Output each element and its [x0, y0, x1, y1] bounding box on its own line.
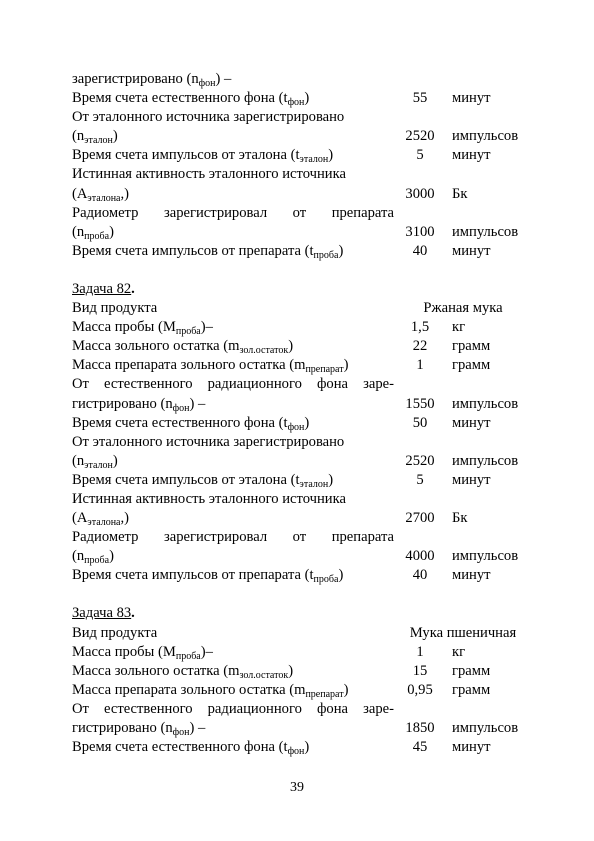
etalon-time-row: Время счета импульсов от эталона $(t_{эталон})$ 5 минут: [72, 146, 532, 165]
activity-value: 3000: [405, 185, 435, 202]
etalon-count-unit: импульсов: [452, 128, 519, 145]
task-83-bg-time-row: Время счета естественного фона $(t_{фон})$ 45 минут: [72, 739, 491, 758]
sample-count-value: 3100: [405, 223, 435, 240]
radiometer-line: Радиометр зарегистрировал от препарата: [72, 204, 394, 221]
bg-time-unit: минут: [452, 90, 491, 107]
activity-line: Истинная активность эталонного источника: [72, 166, 346, 183]
task-83-bg-line: От естественного радиационного фона заре-: [72, 700, 394, 717]
task-82-etalon-row: $(n_{эталон})$ 2520 импульсов: [72, 452, 519, 471]
activity-unit: Бк: [452, 185, 468, 202]
sample-time-row: Время счета импульсов от препарата $(t_{проба})$ 40 минут: [72, 242, 532, 261]
sample-time-unit: минут: [452, 242, 491, 259]
task-83-product: Мука пшеничная: [409, 624, 517, 641]
task-82-bg-time-row: Время счета естественного фона $(t_{фон})$ 50 минут: [72, 414, 491, 433]
bg-time-value: 55: [412, 90, 428, 107]
task-82-radiometer-line: Радиометр зарегистрировал от препарата: [72, 529, 394, 546]
task-83-ash-row: Масса зольного остатка $(m_{зол.остаток})$ 15 грамм: [72, 662, 491, 681]
task-82-activity-line: Истинная активность эталонного источника: [72, 490, 346, 507]
task-82-mass-row: Масса пробы $(M_{проба})-$ 1,5 кг: [72, 319, 466, 338]
task-82-ash-row: Масса зольного остатка $(m_{зол.остаток})$ 22 грамм: [72, 338, 491, 357]
task-83-heading: Задача 83 .: [72, 605, 135, 622]
task-83-mass-row: Масса пробы $(M_{проба})-$ 1 кг: [72, 643, 466, 662]
task-82-etalon-line: От эталонного источника зарегистрировано: [72, 433, 345, 450]
task-83-prep-row: Масса препарата зольного остатка $(m_{препарат})$ 0,95 грамм: [72, 681, 491, 700]
task-82-prep-row: Масса препарата зольного остатка $(m_{препарат})$ 1 грамм: [72, 357, 491, 376]
task-82-product: Ржаная мука: [423, 300, 503, 317]
etalon-count-row: $(n_{эталон})$ 2520 импульсов: [72, 127, 532, 146]
sample-count-row: $(n_{проба})$ 3100 импульсов: [72, 223, 532, 242]
task-82-product-row: Вид продукта Ржаная мука: [72, 299, 532, 318]
page-number: 39: [290, 780, 304, 795]
task-82-sample-time-row: Время счета импульсов от препарата $(t_{проба})$ 40 минут: [72, 567, 491, 586]
activity-row: $(A_{эталона},)$ 3000 Бк: [72, 185, 532, 204]
task-82-bg-row: гистрировано $(n_{фон})$ – 1550 импульсов: [72, 395, 519, 414]
etalon-time-unit: минут: [452, 147, 491, 164]
bg-registered-line: зарегистрировано $(n_{фон})$ –: [72, 71, 232, 89]
task-83-product-row: Вид продукта Мука пшеничная: [72, 624, 532, 643]
task-83-bg-row: гистрировано $(n_{фон})$ – 1850 импульсов: [72, 720, 519, 738]
task-82-etalon-time-row: Время счета импульсов от эталона $(t_{эталон})$ 5 минут: [72, 471, 491, 490]
task-82-bg-line: От естественного радиационного фона заре-: [72, 376, 394, 393]
etalon-count-value: 2520: [405, 128, 435, 145]
task-82-sample-row: $(n_{проба})$ 4000 импульсов: [72, 548, 519, 567]
task-82-heading: Задача 82 .: [72, 280, 135, 297]
bg-time-row: Время счета естественного фона $(t_{фон})$ 55 минут: [72, 89, 532, 108]
page-content: [72, 70, 532, 757]
sample-count-unit: импульсов: [452, 223, 519, 240]
task-82-activity-row: $(A_{эталона},)$ 2700 Бк: [72, 510, 468, 529]
etalon-registered-line: От эталонного источника зарегистрировано: [72, 109, 345, 126]
sample-time-value: 40: [412, 242, 428, 259]
etalon-time-value: 5: [416, 147, 424, 164]
